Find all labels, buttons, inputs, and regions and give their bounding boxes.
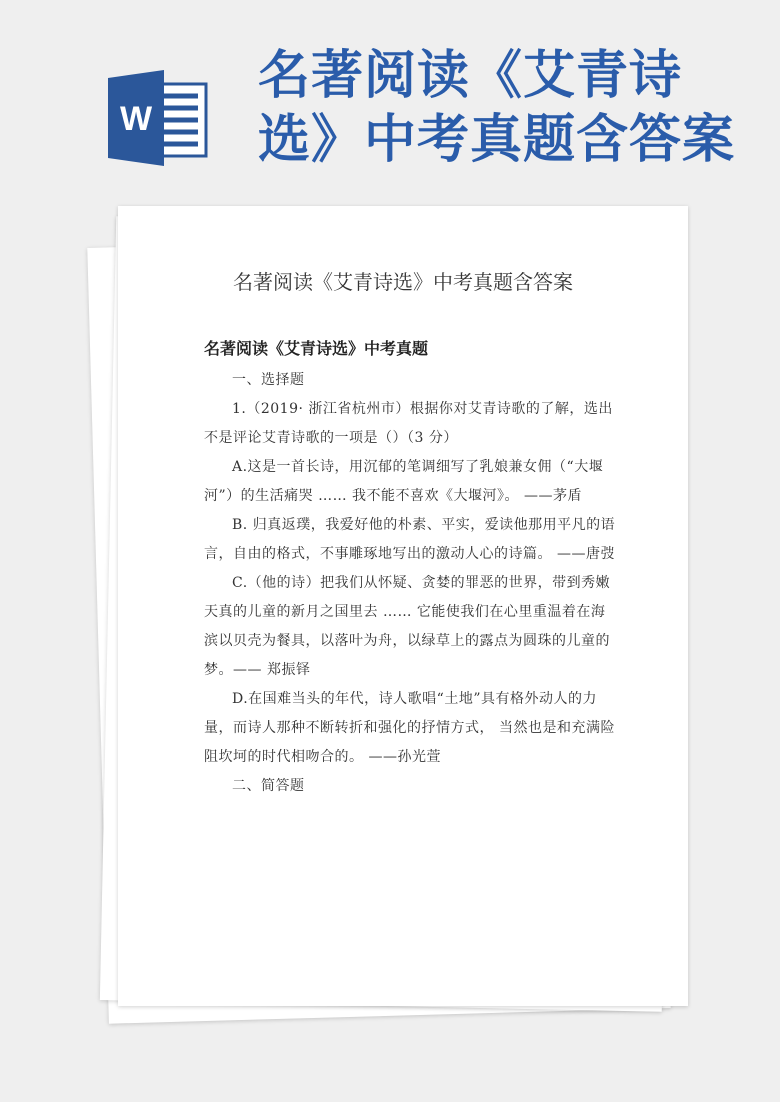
- section-short-answer-label: 二、简答题: [232, 778, 305, 794]
- document-heading: 名著阅读《艾青诗选》中考真题: [204, 339, 429, 358]
- question-1-stem: 1.（2019· 浙江省杭州市）根据你对艾青诗歌的了解，选出不是评论艾青诗歌的一项是（）（3 分）: [204, 401, 613, 446]
- banner-title-line2: 选》中考真题含答案: [258, 109, 736, 170]
- word-document-icon: [108, 70, 208, 166]
- option-c: C.（他的诗）把我们从怀疑、贪婪的罪恶的世界，带到秀嫩天真的儿童的新月之国里去 …… 它能使我们在心里重温着在海滨以贝壳为餐具，以落叶为舟，以绿草上的露点为圆珠的儿童的梦。—— 郑振铎: [204, 575, 611, 678]
- section-choice-label: 一、选择题: [232, 372, 305, 388]
- document-title: 名著阅读《艾青诗选》中考真题含答案: [233, 270, 573, 294]
- word-logo-letter: W: [119, 100, 153, 138]
- document-body: [204, 366, 616, 801]
- banner-title-line1: 名著阅读《艾青诗: [258, 45, 683, 106]
- option-a: A.这是一首长诗，用沉郁的笔调细写了乳娘兼女佣（“大堰河”）的生活痛哭 …… 我不能不喜欢《大堰河》。 ——茅盾: [204, 459, 604, 504]
- option-d: D.在国难当头的年代，诗人歌唱“土地”具有格外动人的力量，而诗人那种不断转折和强化的抒情方式， 当然也是和充满险阻坎坷的时代相吻合的。 ——孙光萱: [204, 691, 615, 765]
- banner-title: [258, 44, 778, 172]
- document-page: [118, 206, 688, 1006]
- option-b: B. 归真返璞，我爱好他的朴素、平实，爱读他那用平凡的语言，自由的格式，不事雕琢地写出的激动人心的诗篇。 ——唐弢: [204, 517, 616, 562]
